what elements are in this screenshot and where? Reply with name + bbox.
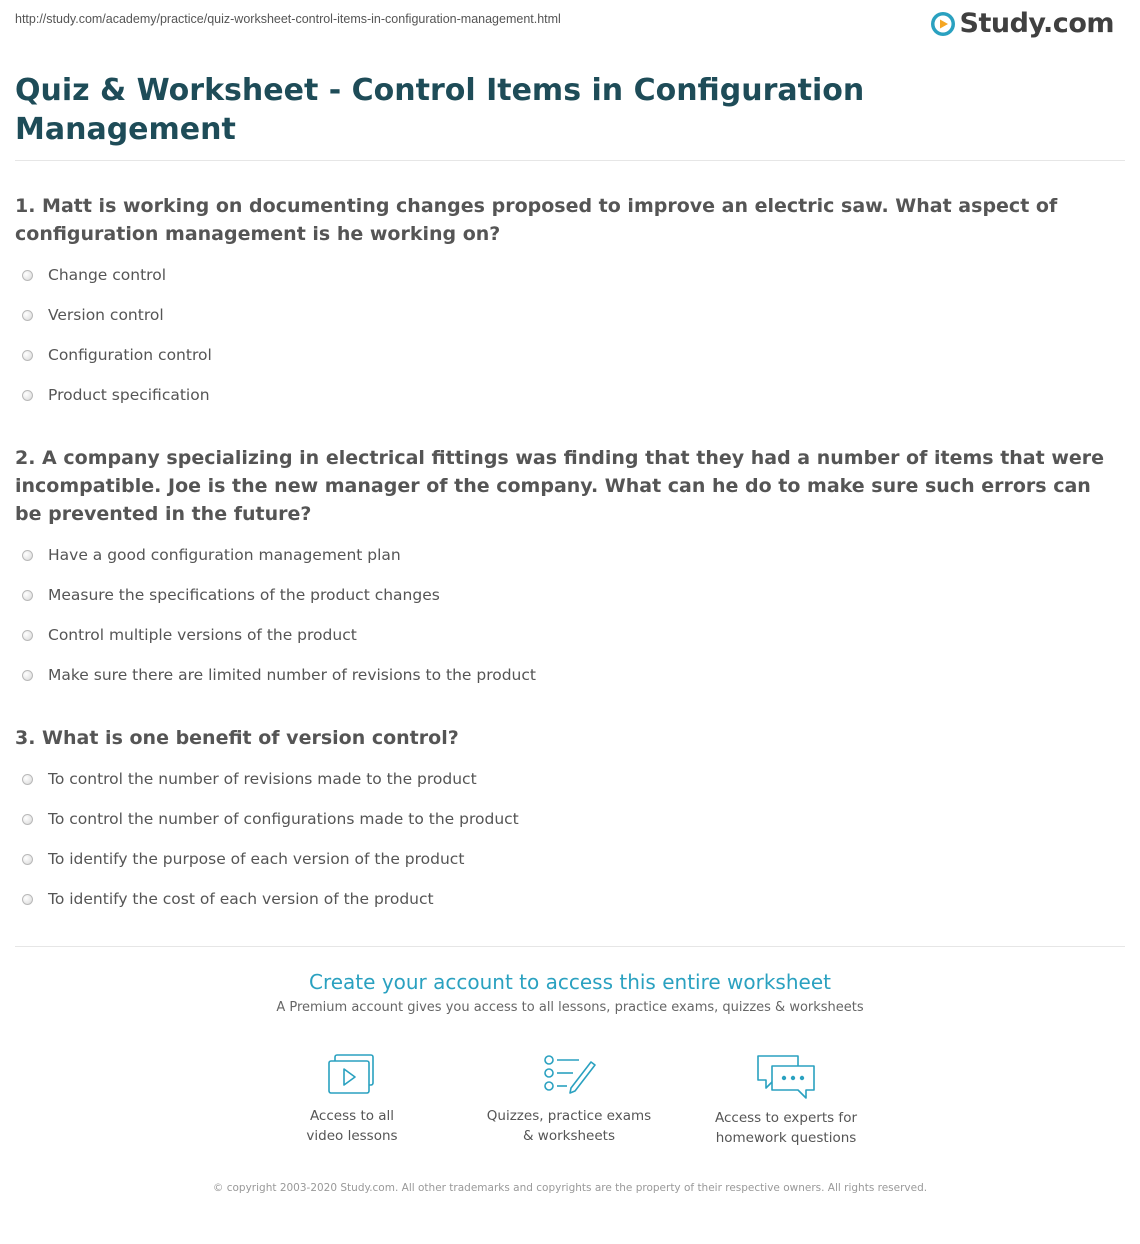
- radio-button[interactable]: [22, 630, 33, 641]
- radio-button[interactable]: [22, 590, 33, 601]
- question-2: 2. A company specializing in electrical fittings was finding that they had a number of items that were incompatible. Joe is the new manager of the company. What can he do to make sure such errors can be prevented in the future?: [15, 447, 1105, 525]
- question-3: 3. What is one benefit of version control?: [15, 727, 459, 749]
- radio-button[interactable]: [22, 390, 33, 401]
- option-label: Have a good configuration management plan: [48, 546, 401, 564]
- answer-option[interactable]: [22, 808, 519, 830]
- answer-option[interactable]: [22, 344, 212, 366]
- create-account-link[interactable]: Create your account to access this entire worksheet: [309, 970, 831, 994]
- feature-video-lessons: [257, 1052, 447, 1146]
- feature-quizzes: [474, 1052, 664, 1146]
- answer-option[interactable]: [22, 664, 536, 686]
- study-logo[interactable]: [930, 8, 1114, 39]
- answer-option[interactable]: [22, 888, 434, 910]
- option-label: Make sure there are limited number of revisions to the product: [48, 666, 536, 684]
- option-label: To control the number of revisions made to the product: [48, 770, 477, 788]
- questions-divider: [15, 946, 1125, 947]
- page-title: Quiz & Worksheet - Control Items in Configuration Management: [15, 73, 865, 147]
- option-label: Version control: [48, 306, 164, 324]
- feature-label: Quizzes, practice exams & worksheets: [486, 1108, 652, 1144]
- radio-button[interactable]: [22, 310, 33, 321]
- radio-button[interactable]: [22, 854, 33, 865]
- option-label: To control the number of configurations made to the product: [48, 810, 519, 828]
- feature-label: Access to all video lessons: [306, 1108, 398, 1144]
- radio-button[interactable]: [22, 350, 33, 361]
- question-1: 1. Matt is working on documenting changes proposed to improve an electric saw. What aspect of configuration management is he working on?: [15, 195, 1058, 245]
- option-label: Change control: [48, 266, 166, 284]
- logo-text: Study.com: [959, 8, 1114, 39]
- radio-button[interactable]: [22, 670, 33, 681]
- quiz-checklist-icon: [541, 1052, 597, 1098]
- option-label: Measure the specifications of the product changes: [48, 586, 440, 604]
- answer-option[interactable]: [22, 848, 464, 870]
- premium-description: A Premium account gives you access to all lessons, practice exams, quizzes & worksheets: [276, 1000, 864, 1015]
- answer-option[interactable]: [22, 584, 440, 606]
- answer-option[interactable]: [22, 384, 210, 406]
- radio-button[interactable]: [22, 550, 33, 561]
- option-label: To identify the purpose of each version of the product: [48, 850, 465, 868]
- option-label: Configuration control: [48, 346, 212, 364]
- page-url: http://study.com/academy/practice/quiz-worksheet-control-items-in-configuration-management.html: [15, 12, 561, 26]
- option-label: To identify the cost of each version of the product: [48, 890, 434, 908]
- option-label: Product specification: [48, 386, 210, 404]
- copyright-footer: © copyright 2003-2020 Study.com. All other trademarks and copyrights are the property of their respective owners. All rights reserved.: [212, 1182, 928, 1194]
- option-label: Control multiple versions of the product: [48, 626, 357, 644]
- answer-option[interactable]: [22, 768, 477, 790]
- radio-button[interactable]: [22, 894, 33, 905]
- answer-option[interactable]: [22, 264, 166, 286]
- answer-option[interactable]: [22, 624, 357, 646]
- title-divider: [15, 160, 1125, 161]
- answer-option[interactable]: [22, 304, 164, 326]
- radio-button[interactable]: [22, 270, 33, 281]
- feature-label: Access to experts for homework questions: [714, 1110, 857, 1146]
- expert-chat-icon: [754, 1052, 818, 1100]
- play-logo-icon: [930, 11, 956, 37]
- feature-experts: [691, 1052, 881, 1148]
- video-lessons-icon: [325, 1052, 379, 1098]
- answer-option[interactable]: [22, 544, 401, 566]
- radio-button[interactable]: [22, 774, 33, 785]
- radio-button[interactable]: [22, 814, 33, 825]
